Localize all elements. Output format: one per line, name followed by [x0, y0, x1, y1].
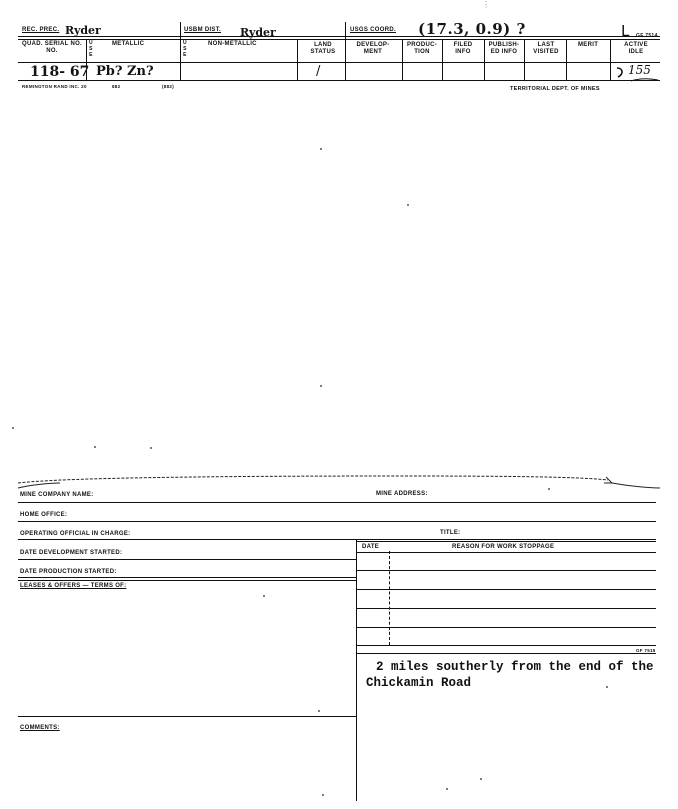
row-line: [18, 580, 356, 581]
usbm-dist-value: Ryder: [240, 26, 276, 39]
col-sep: [297, 40, 298, 80]
stoppage-row-line: [356, 589, 656, 590]
usgs-coord-label: USGS COORD.: [350, 27, 396, 33]
stoppage-row-line: [356, 552, 656, 553]
row-divider-bottom: [18, 80, 660, 81]
stoppage-header-line: [356, 541, 656, 542]
card-top-edge: [0, 470, 678, 490]
footer-left: REMINGTON RAND INC. 20: [22, 84, 87, 89]
col-quad-serial: QUAD. SERIAL NO. NO.: [21, 41, 83, 54]
operating-official-label: OPERATING OFFICIAL IN CHARGE:: [20, 531, 131, 537]
col-sep: [566, 40, 567, 80]
row-line: [18, 577, 356, 578]
speck: [320, 148, 322, 150]
stoppage-row-line: [356, 608, 656, 609]
col-sep: [180, 22, 181, 80]
col-published-info: PUBLISH- ED INFO: [488, 42, 520, 55]
metallic-value: Pb? Zn?: [96, 64, 154, 79]
card-divider: [356, 539, 357, 801]
quad-serial-value: 118- 67: [30, 64, 90, 80]
row-divider-top: [18, 39, 660, 40]
rec-prec-label: REC. PREC.: [22, 27, 60, 33]
speck: [407, 204, 409, 206]
footer-code-1: 882: [112, 84, 121, 89]
leases-offers-label: LEASES & OFFERS — TERMS OF:: [20, 583, 127, 589]
comments-divider: [18, 716, 356, 717]
col-sep: [442, 40, 443, 80]
comments-label: COMMENTS:: [20, 725, 60, 731]
col-filed-info: FILED INFO: [453, 42, 473, 55]
mine-company-label: MINE COMPANY NAME:: [20, 492, 94, 498]
col-development: DEVELOP- MENT: [356, 42, 390, 55]
speck: [480, 778, 482, 780]
reason-column-label: REASON FOR WORK STOPPAGE: [452, 544, 555, 550]
col-production: PRODUC- TION: [406, 42, 438, 55]
speck: [150, 447, 152, 449]
form-number-top: GF 7514: [636, 33, 658, 39]
active-idle-value: 155: [628, 63, 651, 77]
rec-prec-value: Ryder: [65, 24, 101, 37]
form-number-bottom: GF 7515: [636, 648, 656, 653]
row-line: [18, 559, 356, 560]
col-last-visited: LAST VISITED: [533, 42, 559, 55]
col-merit: MERIT: [578, 42, 599, 48]
mine-address-label: MINE ADDRESS:: [376, 491, 428, 497]
stoppage-row-line: [356, 570, 656, 571]
row-line: [18, 502, 656, 503]
speck: [322, 794, 324, 796]
usgs-coord-value: (17.3, 0.9) ?: [418, 20, 526, 38]
col-sep: [402, 40, 403, 80]
stoppage-row-line: [356, 645, 656, 646]
speck: [320, 385, 322, 387]
row-divider-values: [18, 62, 660, 63]
col-non-metallic: NON-METALLIC: [208, 41, 257, 47]
col-use-metallic: U S E: [89, 40, 93, 58]
speck: [263, 595, 265, 597]
corner-mark: L: [621, 22, 630, 40]
location-note: 2 miles southerly from the end of the Chickamin Road: [366, 660, 654, 690]
date-production-label: DATE PRODUCTION STARTED:: [20, 569, 117, 575]
speck: [446, 788, 448, 790]
date-column-divider: [389, 551, 390, 645]
row-line: [18, 539, 656, 540]
speck: [94, 446, 96, 448]
date-column-label: DATE: [362, 544, 380, 550]
footer-right: TERRITORIAL DEPT. OF MINES: [510, 86, 600, 92]
header-underline: [18, 36, 660, 37]
row-line: [18, 521, 656, 522]
note-top-line: [356, 653, 656, 654]
stoppage-row-line: [356, 627, 656, 628]
col-metallic: METALLIC: [112, 41, 145, 47]
col-sep: [345, 22, 346, 80]
speck: [318, 710, 320, 712]
active-idle-underline-mark: [630, 76, 660, 84]
home-office-label: HOME OFFICE:: [20, 512, 68, 518]
col-active-idle: ACTIVE IDLE: [624, 42, 648, 55]
speck: [548, 488, 550, 490]
col-sep: [484, 40, 485, 80]
speck: [606, 686, 608, 688]
col-land-status: LAND STATUS: [310, 42, 336, 55]
active-idle-check-mark: [614, 64, 630, 80]
speck: [12, 427, 14, 429]
footer-code-2: (882): [162, 84, 175, 89]
col-sep: [524, 40, 525, 80]
usbm-dist-label: USBM DIST.: [184, 27, 222, 33]
date-development-label: DATE DEVELOPMENT STARTED:: [20, 550, 123, 556]
speck-mark: ⋮: [482, 0, 490, 9]
col-use-nonmetallic: U S E: [183, 40, 187, 58]
land-status-value: /: [316, 64, 321, 79]
title-label: TITLE:: [440, 530, 461, 536]
col-sep: [610, 40, 611, 80]
